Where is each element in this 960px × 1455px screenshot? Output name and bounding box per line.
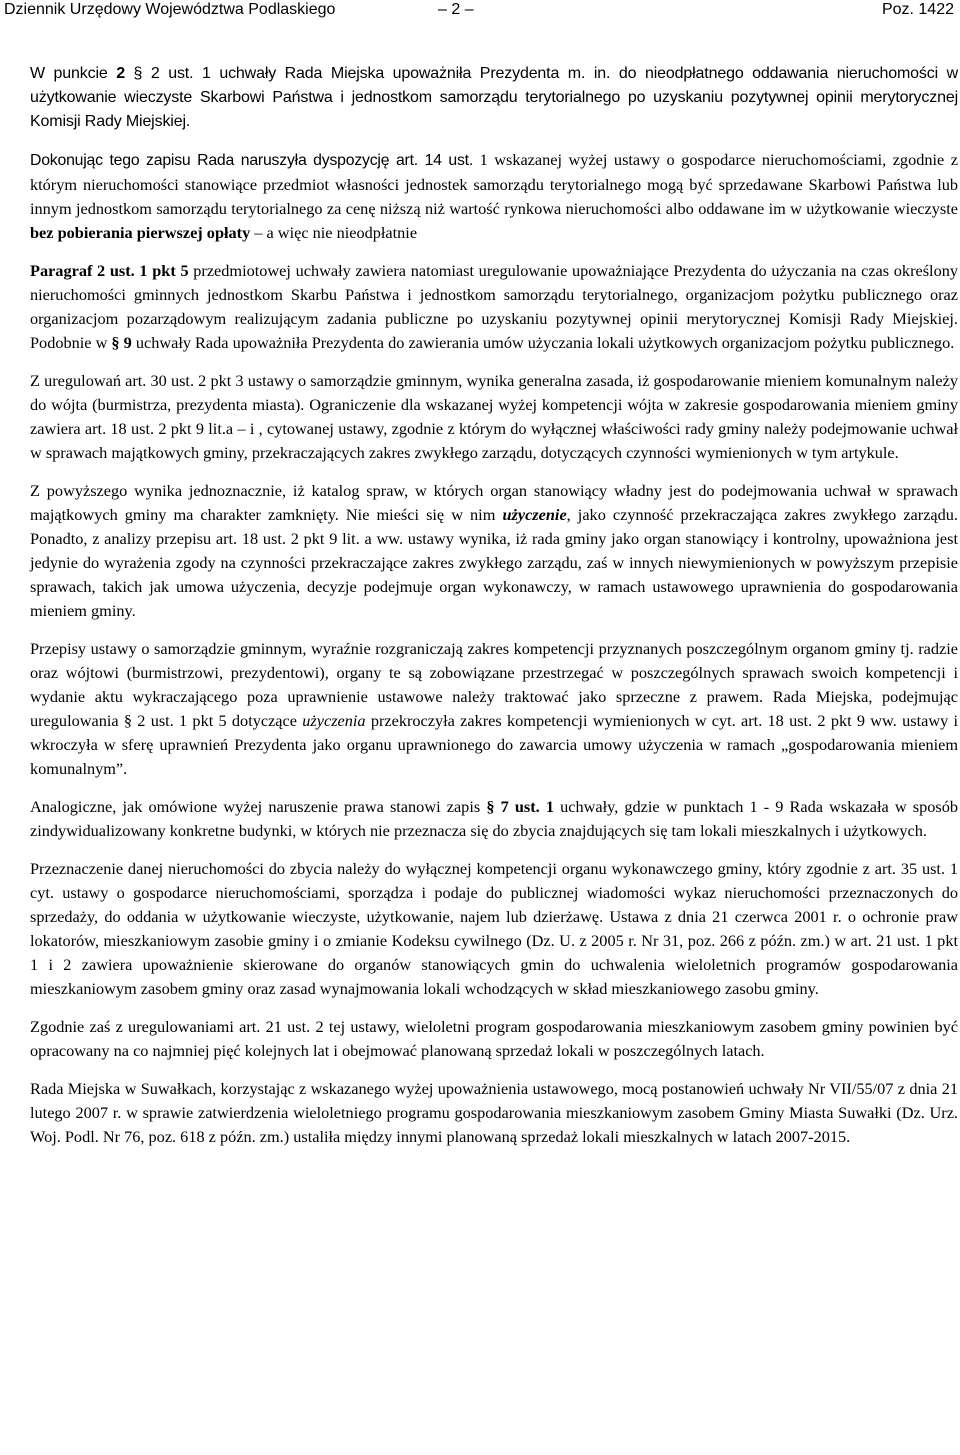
- journal-title: Dziennik Urzędowy Województwa Podlaskiego: [4, 1, 336, 18]
- bold-italic-run: użyczenie: [502, 505, 567, 524]
- paragraph-2: [30, 148, 958, 245]
- paragraph-7: [30, 795, 958, 843]
- text-run: uchwały, gdzie w punktach 1 - 9 Rada wskazała w sposób zindywidualizowany konkretne budynki, w których nie przeznacza się do zbycia znajdujących się tam lokali mieszkalnych i użytkowych.: [30, 797, 958, 840]
- bold-run: § 9: [111, 333, 132, 352]
- text-run: – a więc nie nieodpłatnie: [250, 223, 418, 242]
- text-run: Analogiczne, jak omówione wyżej naruszenie prawa stanowi zapis: [30, 797, 487, 816]
- page-header: [0, 0, 960, 24]
- text-run: 1 wskazanej wyżej ustawy o gospodarce nieruchomościami, zgodnie z którym nieruchomości stanowiące przedmiot własności jednostek samorządu terytorialnego mogą być sprzedawane Skarbowi Państwa lub innym jednostkom samorządu terytorialnego za cenę niższą niż wartość rynkowa nieruchomości albo oddawane im w użytkowanie wieczyste: [30, 150, 958, 218]
- document-body: [30, 62, 958, 1163]
- bold-run: bez pobierania pierwszej opłaty: [30, 223, 251, 242]
- position-number: Poz. 1422: [881, 1, 954, 18]
- text-run: Z powyższego wynika jednoznacznie, iż katalog spraw, w których organ stanowiący władny jest do podejmowania uchwał w sprawach majątkowych gminy ma charakter zamknięty. Nie mieści się w nim: [30, 481, 958, 524]
- paragraph-9: Zgodnie zaś z uregulowaniami art. 21 ust. 2 tej ustawy, wieloletni program gospodarowania mieszkaniowym zasobem gminy powinien być opracowany na co najmniej pięć kolejnych lat i obejmować planowaną sprzedaż lokali w poszczególnych latach.: [30, 1017, 958, 1060]
- text-run: Przepisy ustawy o samorządzie gminnym, wyraźnie rozgraniczają zakres kompetencji przyznanych poszczególnym organom gminy tj. radzie oraz wójtowi (burmistrzowi, prezydentowi), organy te są zobowiązane przestrzegać w poszczególnych sprawach swoich kompetencji i wydanie aktu wykraczającego poza uprawnienie ustawowe należy traktować jako sprzeczne z prawem. Rada Miejska, podejmując uregulowania § 2 ust. 1 pkt 5 dotyczące: [30, 639, 958, 730]
- paragraph-10: Rada Miejska w Suwałkach, korzystając z wskazanego wyżej upoważnienia ustawowego, mocą postanowień uchwały Nr VII/55/07 z dnia 21 lutego 2007 r. w sprawie zatwierdzenia wieloletniego programu gospodarowania mieszkaniowym zasobem Gminy Miasta Suwałki (Dz. Urz. Woj. Podl. Nr 76, poz. 618 z późn. zm.) ustaliła między innymi planowaną sprzedaż lokali mieszkalnych w latach 2007-2015.: [30, 1079, 958, 1146]
- paragraph-4: Z uregulowań art. 30 ust. 2 pkt 3 ustawy o samorządzie gminnym, wynika generalna zasada, iż gospodarowanie mieniem komunalnym należy do wójta (burmistrza, prezydenta miasta). Ograniczenie dla wskazanej wyżej kompetencji wójta w zakresie gospodarowania mieniem gminy zawiera art. 18 ust. 2 pkt 9 lit.a – i , cytowanej ustawy, zgodnie z którym do wyłącznej właściwości rady gminy należy podejmowanie uchwał w sprawach majątkowych gminy, przekraczających zakres zwykłego zarządu, dotyczących czynności wymienionych w tym artykule.: [30, 371, 958, 462]
- paragraph-6: [30, 637, 958, 781]
- page-number: – 2 –: [438, 1, 474, 18]
- text-run: przekroczyła zakres kompetencji wymienionych w cyt. art. 18 ust. 2 pkt 9 ww. ustawy i wkroczyła w sferę uprawnień Prezydenta jako organu uprawnionego do zawarcia umowy użyczenia w ramach „gospodarowania mieniem komunalnym”.: [30, 711, 959, 778]
- text-run: Dokonując tego zapisu Rada naruszyła dyspozycję art. 14 ust.: [30, 152, 474, 169]
- text-run: § 2 ust. 1 uchwały Rada Miejska upoważniła Prezydenta m. in. do nieodpłatnego oddawania nieruchomości w użytkowanie wieczyste Skarbowi Państwa i jednostkom samorządu terytorialnego po uzyskaniu pozytywnej opinii merytorycznej Komisji Rady Miejskiej.: [30, 65, 958, 130]
- bold-run: § 7 ust. 1: [486, 797, 554, 816]
- italic-run: użyczenia: [302, 711, 366, 730]
- paragraph-1: [30, 62, 958, 134]
- text-run: W punkcie: [30, 65, 117, 82]
- paragraph-3: [30, 259, 958, 355]
- paragraph-8: Przeznaczenie danej nieruchomości do zbycia należy do wyłącznej kompetencji organu wykonawczego gminy, który zgodnie z art. 35 ust. 1 cyt. ustawy o gospodarce nieruchomościami, sporządza i podaje do publicznej wiadomości wykaz nieruchomości przeznaczonych do sprzedaży, do oddania w użytkowanie wieczyste, użytkowanie, najem lub dzierżawę. Ustawa z dnia 21 czerwca 2001 r. o ochronie praw lokatorów, mieszkaniowym zasobie gminy i o zmianie Kodeksu cywilnego (Dz. U. z 2005 r. Nr 31, poz. 266 z późn. zm.) w art. 21 ust. 1 pkt 1 i 2 zawiera upoważnienie skierowane do organów stanowiących gmin do uchwalenia wieloletnich programów gospodarowania mieszkaniowym zasobem gminy oraz zasad wynajmowania lokali wchodzących w skład mieszkaniowego zasobu gminy.: [30, 859, 958, 998]
- text-run: przedmiotowej uchwały zawiera natomiast uregulowanie upoważniające Prezydenta do użyczania na czas określony nieruchomości gminnych jednostkom Skarbu Państwa i jednostkom samorządu terytorialnego, organizacjom pożytku publicznego oraz organizacjom pozarządowym realizującym zadania publiczne po uzyskaniu pozytywnej opinii merytorycznej Komisji Rady Miejskiej. Podobnie w: [30, 261, 958, 352]
- bold-run: Paragraf 2 ust. 1 pkt 5: [30, 261, 189, 280]
- paragraph-5: [30, 479, 958, 623]
- bold-run: 2: [116, 65, 125, 82]
- text-run: , jako czynność przekraczająca zakres zwykłego zarządu. Ponadto, z analizy przepisu art. 18 ust. 2 pkt 9 lit. a ww. ustawy wynika, iż rada gminy jako organ stanowiący i kontrolny, upoważniona jest jedynie do wyrażenia zgody na czynności przekraczające zakres zwykłego zarządu, zaś w innych niewymienionych w powyższym przepisie sprawach, takich jak umowa użyczenia, decyzje podejmuje organ wykonawczy, w ramach ustawowego uprawnienia do gospodarowania mieniem gminy.: [30, 505, 958, 620]
- text-run: uchwały Rada upoważniła Prezydenta do zawierania umów użyczania lokali użytkowych organizacjom pożytku publicznego.: [131, 333, 955, 352]
